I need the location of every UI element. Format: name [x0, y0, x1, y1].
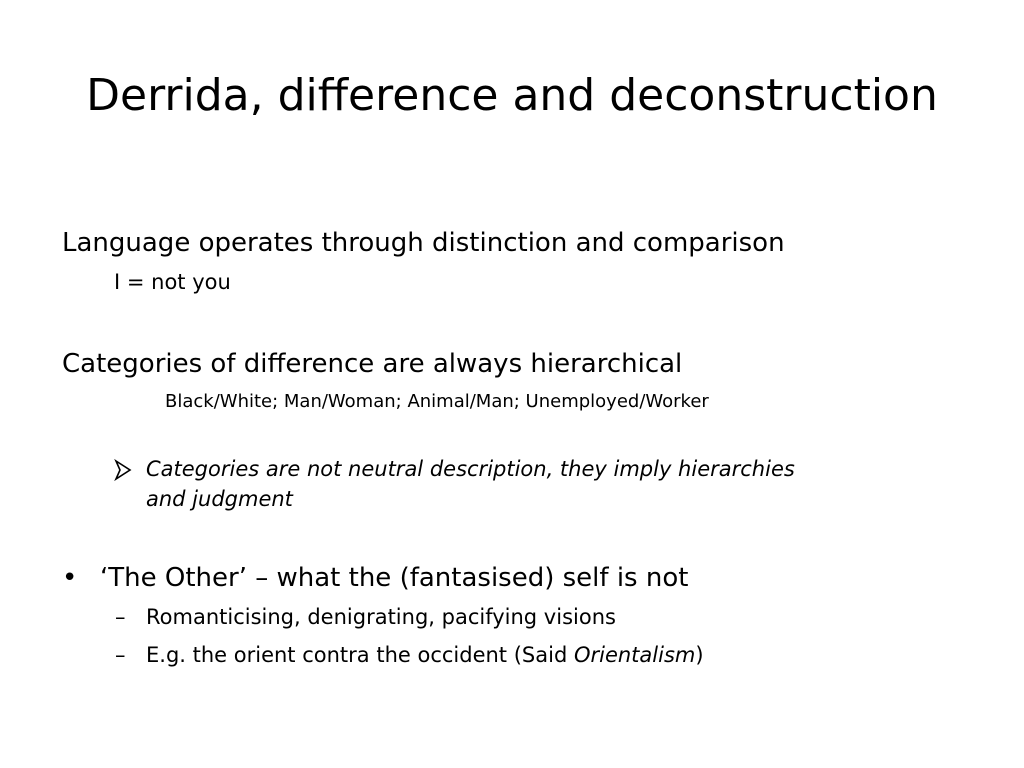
point-language: Language operates through distinction and comparison [62, 228, 785, 258]
point-the-other: ‘The Other’ – what the (fantasised) self is not [100, 563, 689, 593]
slide-title: Derrida, difference and deconstruction [86, 70, 938, 121]
subpoint-romanticising: Romanticising, denigrating, pacifying visions [146, 605, 616, 629]
subpoint-orient-occident [146, 640, 704, 670]
subpoint-i-not-you: I = not you [114, 270, 231, 294]
point-categories: Categories of difference are always hierarchical [62, 349, 683, 379]
arrow-point-line-2: and judgment [146, 487, 293, 511]
arrow-point-line-1: Categories are not neutral description, they imply hierarchies [146, 457, 795, 481]
dash-icon: – [115, 643, 126, 667]
arrow-right-bullet-icon [113, 457, 135, 483]
subpoint-eg-suffix: ) [695, 643, 704, 667]
subpoint-examples: Black/White; Man/Woman; Animal/Man; Unemployed/Worker [165, 391, 709, 412]
subpoint-eg-prefix: E.g. the orient contra the occident (Said [146, 643, 574, 667]
bullet-icon: • [62, 563, 78, 593]
dash-icon: – [115, 605, 126, 629]
orientalism-title: Orientalism [573, 643, 696, 667]
